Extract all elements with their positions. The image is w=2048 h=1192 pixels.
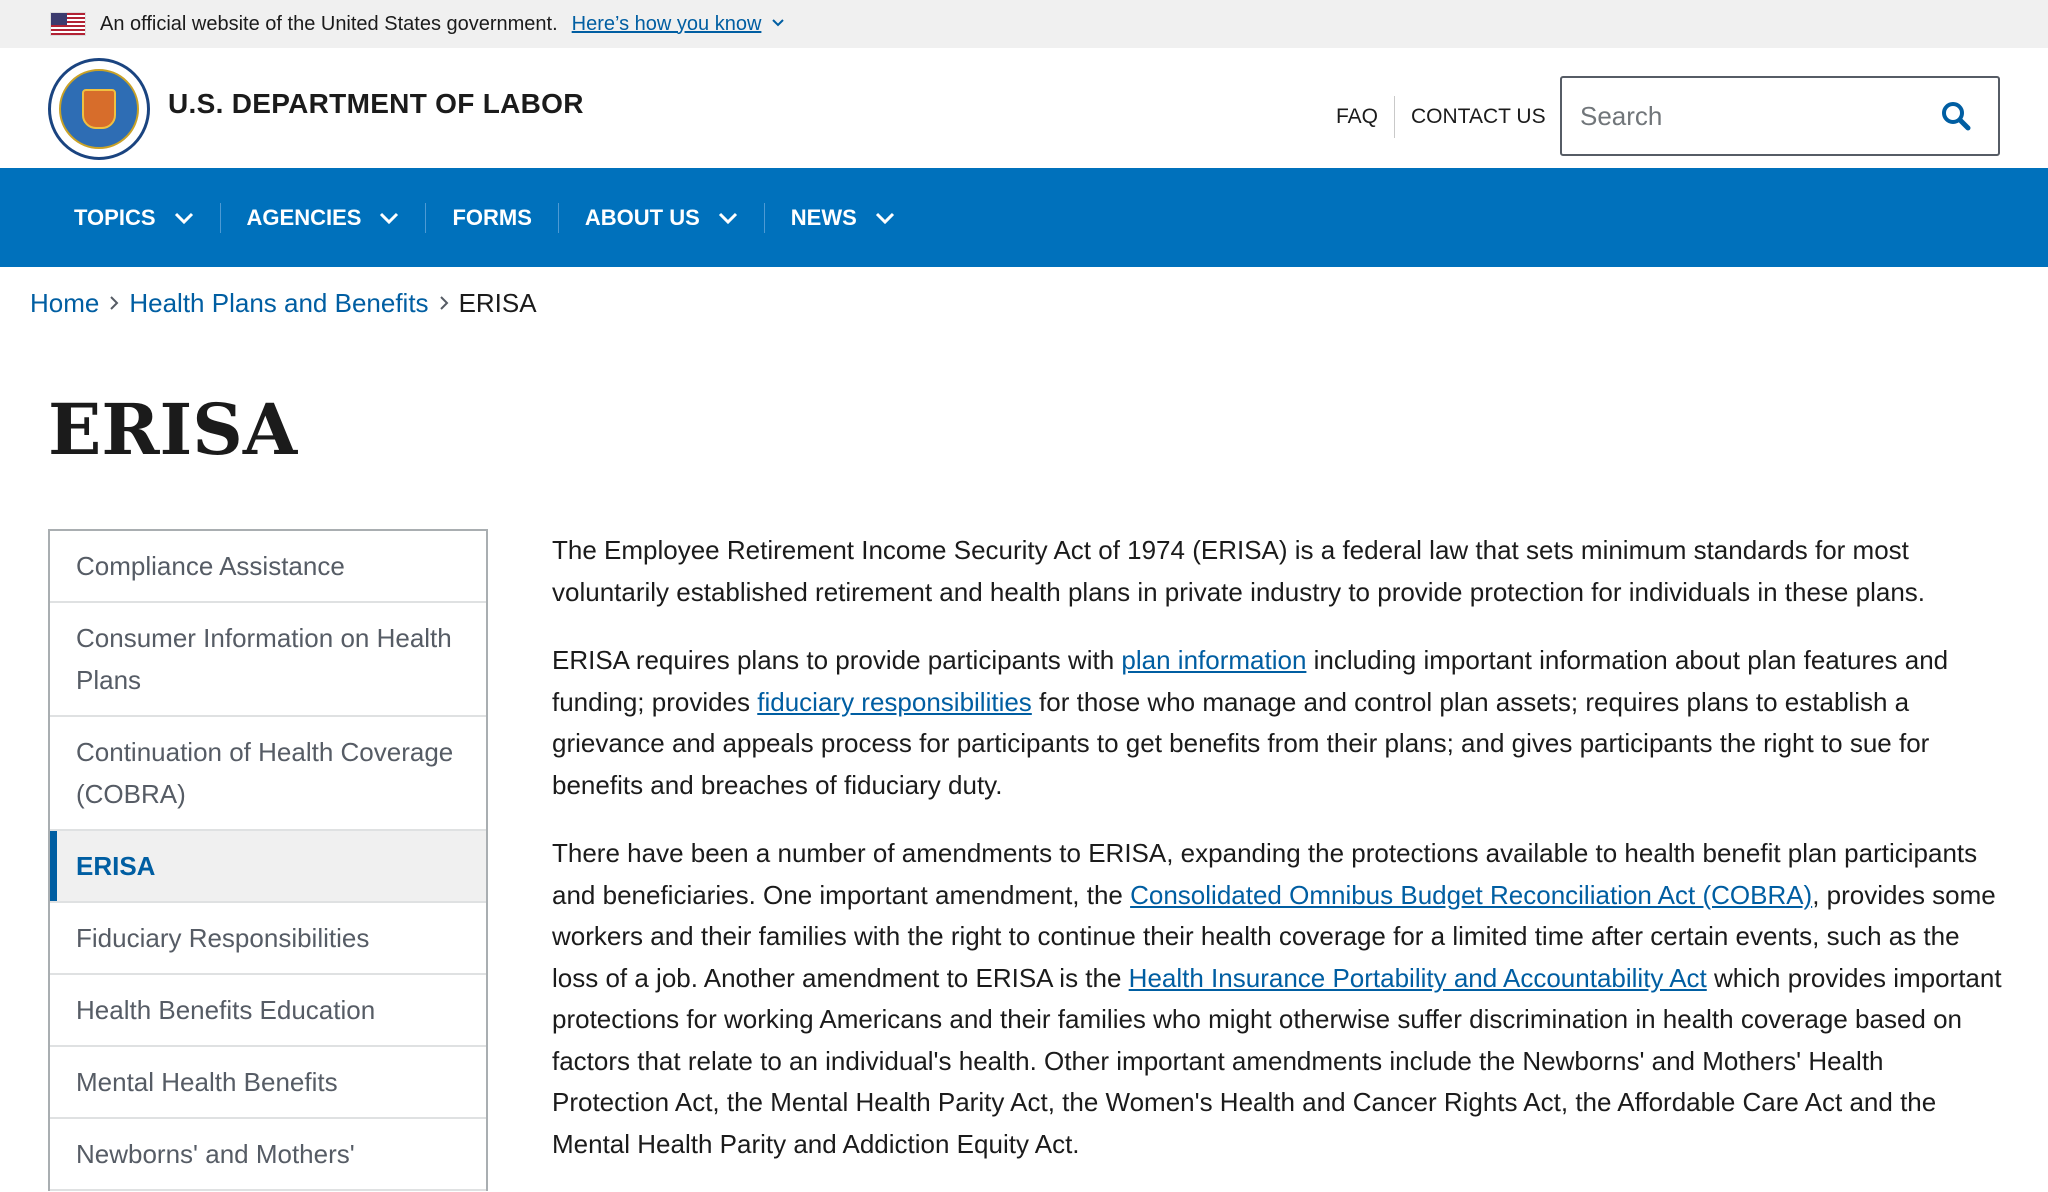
hipaa-link[interactable]: Health Insurance Portability and Accountability Act — [1128, 962, 1707, 993]
breadcrumb-health-plans[interactable]: Health Plans and Benefits — [129, 288, 429, 318]
chevron-down-icon — [875, 211, 895, 225]
chevron-down-icon[interactable] — [771, 15, 785, 33]
agency-name[interactable]: U.S. DEPARTMENT OF LABOR — [168, 88, 584, 119]
paragraph-text: , provides some workers and their families with the right to continue their health coverage for a limited time after certain events, such as the loss of a job. Another amendment to ERISA is the — [552, 879, 1996, 993]
page-title: ERISA — [48, 388, 298, 471]
fiduciary-responsibilities-link[interactable]: fiduciary responsibilities — [757, 686, 1032, 717]
breadcrumb-current: ERISA — [458, 288, 537, 318]
side-nav-item-fiduciary-responsibilities[interactable]: Fiduciary Responsibilities — [50, 903, 486, 975]
main-content — [552, 530, 2002, 1192]
side-nav-item-compliance-assistance[interactable]: Compliance Assistance — [50, 531, 486, 603]
nav-about-us-label: ABOUT US — [584, 204, 700, 230]
gov-banner-text: An official website of the United States government. — [100, 12, 558, 35]
side-nav-item-mental-health-benefits[interactable]: Mental Health Benefits — [50, 1047, 486, 1119]
utility-nav — [1320, 96, 1562, 138]
us-flag-icon — [50, 12, 86, 36]
chevron-down-icon — [379, 211, 399, 225]
paragraph-text: which provides important protections for working Americans and their families who might otherwise suffer discrimination in health coverage based on factors that relate to an individual's health. Other important amendments include the Newborns' and Mothers' Health Protection Act, the Mental Health Parity Act, the Women's Health and Cancer Rights Act, the Affordable Care Act and the Mental Health Parity and Addiction Equity Act. — [552, 962, 2002, 1159]
nav-agencies[interactable] — [221, 168, 426, 267]
faq-link[interactable]: FAQ — [1336, 105, 1379, 128]
breadcrumb-home[interactable]: Home — [30, 288, 100, 318]
site-header — [0, 48, 2048, 168]
nav-news-label: NEWS — [790, 204, 857, 230]
side-nav-item-newborns-mothers[interactable]: Newborns' and Mothers' — [50, 1119, 486, 1191]
side-nav-item-erisa[interactable]: ERISA — [50, 831, 486, 903]
contact-us-link[interactable]: CONTACT US — [1411, 105, 1546, 128]
nav-topics[interactable] — [48, 168, 220, 267]
search-input[interactable] — [1580, 78, 1910, 154]
chevron-right-icon — [109, 291, 119, 317]
nav-forms-label: FORMS — [452, 204, 532, 230]
cobra-link[interactable]: Consolidated Omnibus Budget Reconciliation Act (COBRA) — [1130, 879, 1813, 910]
content-paragraph-3 — [552, 833, 2002, 1165]
search-icon[interactable] — [1940, 100, 1972, 132]
chevron-down-icon — [718, 211, 738, 225]
chevron-down-icon — [174, 211, 194, 225]
content-paragraph-1: The Employee Retirement Income Security Act of 1974 (ERISA) is a federal law that sets minimum standards for most voluntarily established retirement and health plans in private industry to provide protection for individuals in these plans. — [552, 535, 1925, 607]
search-box — [1560, 76, 2000, 156]
breadcrumb — [30, 288, 537, 319]
gov-banner — [0, 0, 2048, 48]
nav-forms[interactable] — [426, 168, 557, 267]
side-nav-item-cobra[interactable]: Continuation of Health Coverage (COBRA) — [50, 717, 486, 831]
heres-how-you-know-link[interactable]: Here’s how you know — [571, 12, 762, 35]
paragraph-text: including important information about plan features and funding; provides — [552, 645, 1949, 717]
nav-agencies-label: AGENCIES — [246, 204, 362, 230]
nav-about-us[interactable] — [559, 168, 764, 267]
nav-topics-label: TOPICS — [74, 204, 156, 230]
side-nav — [48, 529, 488, 1191]
chevron-right-icon — [439, 291, 449, 317]
main-nav — [0, 168, 2048, 267]
paragraph-text: There have been a number of amendments to ERISA, expanding the protections available to health benefit plan participants and beneficiaries. One important amendment, the — [552, 838, 1978, 910]
content-paragraph-2 — [552, 640, 2002, 806]
side-nav-item-consumer-information[interactable]: Consumer Information on Health Plans — [50, 603, 486, 717]
nav-news[interactable] — [765, 168, 921, 267]
plan-information-link[interactable]: plan information — [1121, 645, 1307, 675]
dol-seal-logo[interactable] — [48, 58, 150, 160]
paragraph-text: for those who manage and control plan assets; requires plans to establish a grievance and appeals process for participants to get benefits from their plans; and gives participants the right to sue for benefits and breaches of fiduciary duty. — [552, 686, 1930, 800]
side-nav-item-health-benefits-education[interactable]: Health Benefits Education — [50, 975, 486, 1047]
paragraph-text: ERISA requires plans to provide participants with — [552, 645, 1122, 675]
